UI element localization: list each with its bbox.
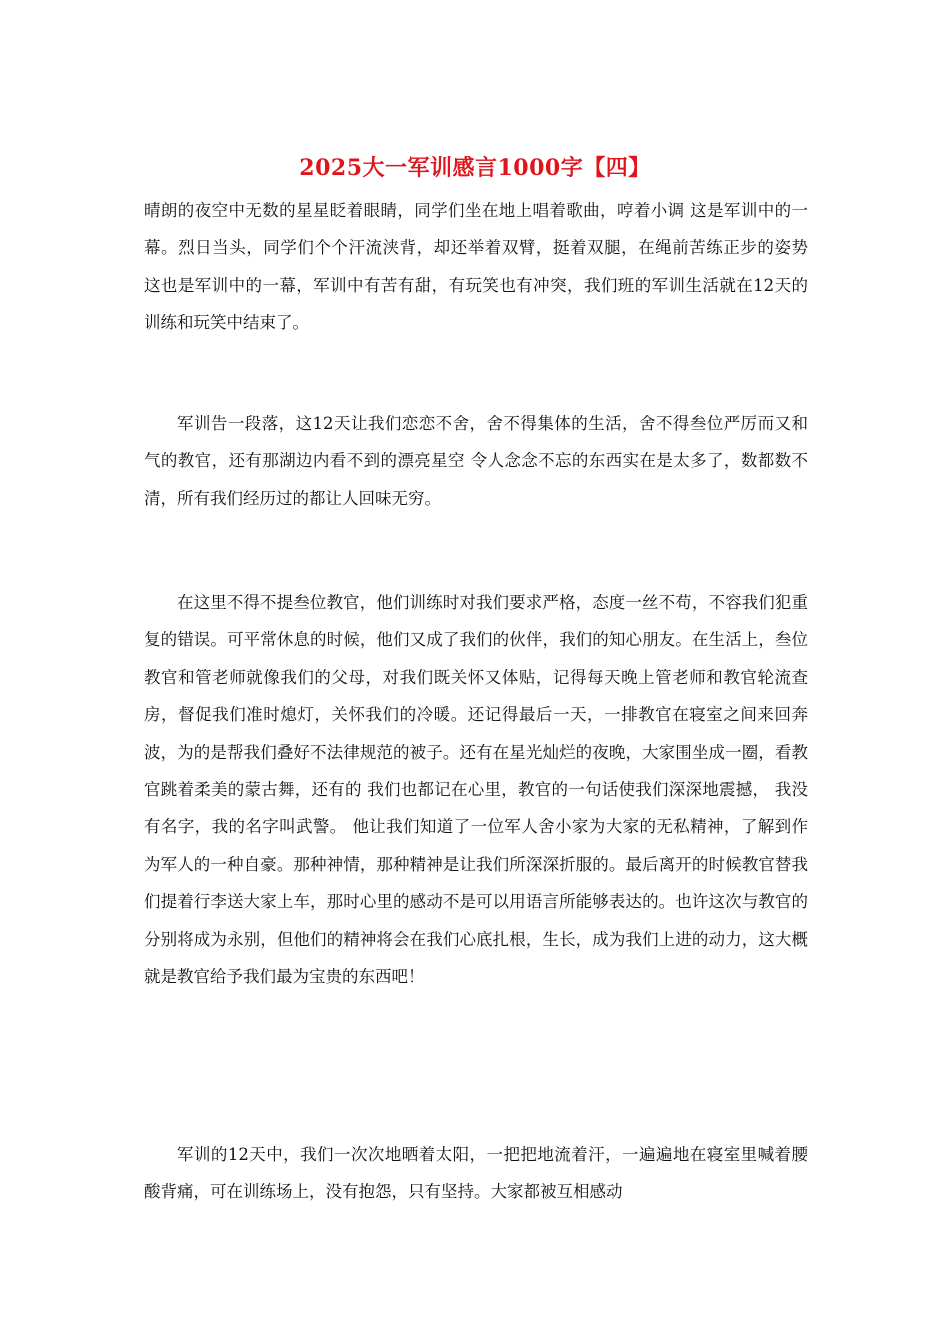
paragraph-2: 军训告一段落，这12天让我们恋恋不舍，舍不得集体的生活，舍不得叁位严厉而又和气的教官，还有那湖边内看不到的漂亮星空 令人念念不忘的东西实在是太多了，数都数不清，所有我们经历过的都让人回味无穷。 bbox=[144, 414, 808, 508]
paragraph-1: 晴朗的夜空中无数的星星眨着眼睛，同学们坐在地上唱着歌曲，哼着小调 这是军训中的一幕。烈日当头，同学们个个汗流浃背，却还举着双臂，挺着双腿，在绳前苦练正步的姿势 这也是军训中的一幕，军训中有苦有甜，有玩笑也有冲突，我们班的军训生活就在12天的训练和玩笑中结束了。 bbox=[144, 201, 808, 333]
document-title: 2025大一军训感言1000字【四】 bbox=[299, 155, 651, 181]
paragraph-4: 军训的12天中，我们一次次地晒着太阳，一把把地流着汗，一遍遍地在寝室里喊着腰酸背痛，可在训练场上，没有抱怨，只有坚持。大家都被互相感动 bbox=[144, 1145, 808, 1202]
paragraph-3: 在这里不得不提叁位教官，他们训练时对我们要求严格，态度一丝不苟，不容我们犯重复的错误。可平常休息的时候，他们又成了我们的伙伴，我们的知心朋友。在生活上，叁位教官和管老师就像我们的父母，对我们既关怀又体贴，记得每天晚上管老师和教官轮流查房，督促我们准时熄灯，关怀我们的冷暖。还记得最后一天，一排教官在寝室之间来回奔波，为的是帮我们叠好不法律规范的被子。还有在星光灿烂的夜晚，大家围坐成一圈，看教官跳着柔美的蒙古舞，还有的 我们也都记在心里，教官的一句话使我们深深地震撼， 我没有名字，我的名字叫武警。 他让我们知道了一位军人舍小家为大家的无私精神，了解到作为军人的一种自豪。那种神情，那种精神是让我们所深深折服的。最后离开的时候教官替我们提着行李送大家上车，那时心里的感动不是可以用语言所能够表达的。也许这次与教官的分别将成为永别，但他们的精神将会在我们心底扎根，生长，成为我们上进的动力，这大概就是教官给予我们最为宝贵的东西吧！ bbox=[144, 593, 808, 987]
